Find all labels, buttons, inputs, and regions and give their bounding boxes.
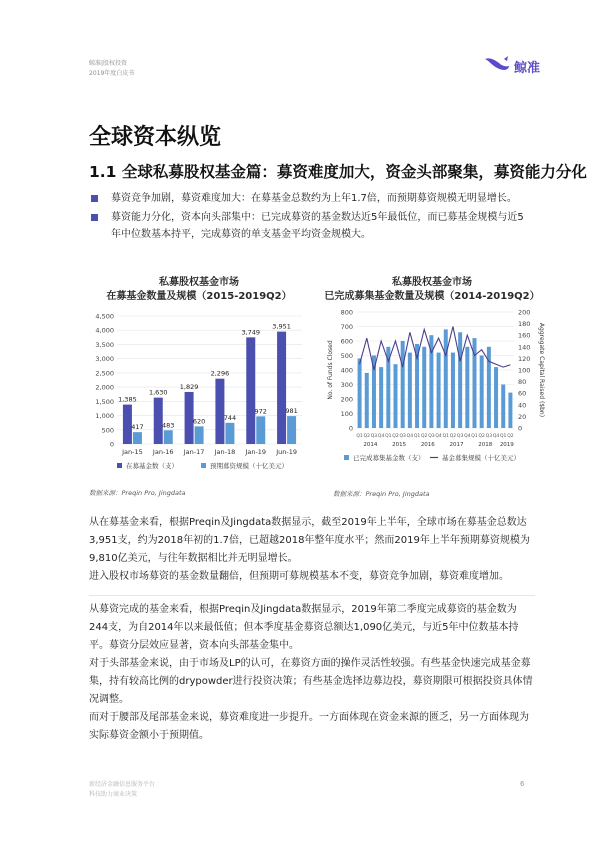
data-label: 1,385 bbox=[118, 395, 137, 404]
bar-funds-count bbox=[277, 332, 286, 444]
bar-funds-closed bbox=[458, 332, 462, 428]
y-right-tick-label: 20 bbox=[518, 412, 527, 421]
bullet-square-icon bbox=[91, 214, 98, 221]
y-right-axis-label: Aggregate Capital Raised ($bn) bbox=[538, 322, 545, 418]
x-quarter-label: Q4 bbox=[377, 434, 385, 439]
data-label: 3,749 bbox=[241, 328, 261, 337]
data-label: 417 bbox=[131, 423, 144, 432]
brand-logo bbox=[484, 55, 540, 77]
bar-funds-count bbox=[215, 379, 224, 444]
chart-title bbox=[322, 276, 542, 304]
key-point bbox=[89, 190, 529, 207]
x-quarter-label: Q3 bbox=[399, 434, 406, 439]
bar-funds-count bbox=[246, 337, 255, 444]
x-year-label: 2014 bbox=[363, 442, 378, 448]
y-tick-label: 2,000 bbox=[95, 383, 114, 392]
bar-funds-closed bbox=[480, 356, 484, 429]
x-quarter-label: Q3 bbox=[370, 434, 378, 439]
data-label: 483 bbox=[162, 421, 175, 430]
page-title: 全球资本纵览 bbox=[89, 125, 222, 150]
body-paragraph: 对于头部基金来说，由于市场及LP的认可，在募资方面的操作灵活性较强。有些基金快速完成基金募集，持有较高比例的drypowder进行投资决策；有些基金选择边募边投，募资期限可根据投资具体情况调整。 bbox=[89, 658, 533, 705]
y-right-tick-label: 100 bbox=[518, 366, 531, 375]
x-quarter-label: Q2 bbox=[421, 434, 428, 439]
y-right-tick-label: 80 bbox=[518, 378, 527, 387]
bar-funds-closed bbox=[379, 367, 383, 428]
x-quarter-label: Q1 bbox=[356, 434, 363, 439]
x-year-label: 2018 bbox=[478, 442, 493, 448]
y-right-tick-label: 0 bbox=[518, 424, 523, 433]
body-paragraph: 进入股权市场募资的基金数量翻倍，但预期可募规模基本不变，募资竞争加剧，募资难度增加。 bbox=[89, 571, 509, 582]
y-right-tick-label: 160 bbox=[518, 331, 531, 340]
section-title: 1.1 全球私募股权基金篇：募资难度加大，资金头部聚集，募资能力分化 bbox=[89, 163, 587, 181]
bar-funds-closed bbox=[494, 367, 498, 428]
y-tick-label: 1,500 bbox=[95, 397, 114, 406]
chart-funds-closed bbox=[322, 276, 542, 304]
x-year-label: 2019 bbox=[499, 442, 514, 448]
chart-source: 数据来源：Preqin Pro, Jingdata bbox=[333, 490, 430, 498]
chart-title-line2: 在募基金数量及规模（2015-2019Q2） bbox=[106, 291, 292, 302]
page-number: 6 bbox=[520, 780, 525, 788]
chart-title-line1: 私募股权基金市场 bbox=[392, 277, 472, 288]
legend-swatch bbox=[117, 463, 122, 468]
key-point-text: 募资竞争加剧，募资难度加大：在募基金总数约为上年1.7倍，而预期募资规模无明显增长。 bbox=[111, 193, 517, 204]
data-label: 620 bbox=[192, 417, 206, 426]
x-year-label: 2016 bbox=[420, 442, 435, 448]
x-tick-label: Jan-16 bbox=[152, 448, 174, 456]
bar-funds-closed bbox=[508, 393, 512, 428]
bar-funds-closed bbox=[358, 358, 362, 428]
data-label: 972 bbox=[254, 407, 267, 416]
x-year-label: 2017 bbox=[449, 442, 464, 448]
y-right-tick-label: 200 bbox=[518, 308, 531, 317]
bar-expected-size bbox=[225, 423, 234, 444]
data-label: 3,951 bbox=[272, 322, 291, 331]
header-report-line: 2019年度白皮书 bbox=[89, 70, 135, 77]
chart-title bbox=[89, 276, 309, 304]
y-left-tick-label: 600 bbox=[340, 337, 353, 346]
legend-label: 已完成募集基金数（支） bbox=[353, 454, 425, 462]
y-left-axis-label: No. of Funds Closed bbox=[327, 340, 334, 400]
footer-line2: 科技助力商业决策 bbox=[89, 791, 138, 798]
bar-expected-size bbox=[256, 416, 265, 444]
bar-expected-size bbox=[287, 416, 296, 444]
y-left-tick-label: 500 bbox=[340, 352, 353, 360]
data-label: 1,829 bbox=[179, 382, 199, 391]
bar-expected-size bbox=[164, 430, 173, 444]
x-tick-label: Jun-19 bbox=[276, 448, 297, 456]
y-left-tick-label: 100 bbox=[340, 410, 353, 418]
x-quarter-label: Q1 bbox=[385, 434, 392, 439]
data-label: 744 bbox=[223, 413, 237, 422]
y-right-tick-label: 60 bbox=[518, 389, 527, 398]
bar-funds-closed bbox=[422, 347, 426, 428]
bullet-square-icon bbox=[91, 195, 98, 202]
bar-expected-size bbox=[133, 432, 142, 444]
y-left-tick-label: 400 bbox=[340, 366, 353, 375]
x-tick-label: Jan-18 bbox=[214, 448, 236, 456]
y-left-tick-label: 300 bbox=[340, 381, 353, 389]
x-quarter-label: Q2 bbox=[507, 434, 514, 439]
legend-swatch bbox=[201, 463, 206, 468]
section-divider bbox=[89, 595, 535, 596]
bar-expected-size bbox=[195, 426, 204, 444]
x-quarter-label: Q2 bbox=[363, 434, 370, 439]
y-right-tick-label: 140 bbox=[518, 343, 531, 352]
y-right-tick-label: 120 bbox=[518, 354, 531, 363]
bar-funds-closed bbox=[394, 364, 398, 428]
bar-chart-funds-raising bbox=[89, 310, 309, 480]
bar-funds-closed bbox=[437, 353, 441, 428]
document-footer bbox=[89, 780, 155, 800]
document-header bbox=[89, 59, 134, 79]
bar-funds-closed bbox=[408, 353, 412, 428]
body-section-funds-raising bbox=[89, 514, 535, 586]
x-quarter-label: Q4 bbox=[492, 434, 500, 439]
chart-source: 数据来源：Preqin Pro, Jingdata bbox=[89, 489, 186, 497]
x-quarter-label: Q1 bbox=[413, 434, 421, 439]
y-tick-label: 3,500 bbox=[95, 340, 114, 349]
x-quarter-label: Q4 bbox=[464, 434, 471, 439]
x-year-label: 2015 bbox=[392, 442, 407, 448]
legend-label: 预期募资规模（十亿美元） bbox=[210, 462, 288, 470]
body-paragraph: 从募资完成的基金来看，根据Preqin及Jingdata数据显示，2019年第二季度完成募资的基金数为244支，为自2014年以来最低值；但本季度基金募资总额达1,090亿美元，与近5年中位数基本持平。募资分层效应显著，资本向头部基金集中。 bbox=[89, 604, 519, 651]
chart-title-line1: 私募股权基金市场 bbox=[159, 277, 239, 288]
x-quarter-label: Q1 bbox=[471, 434, 478, 439]
x-quarter-label: Q1 bbox=[442, 434, 449, 439]
y-tick-label: 4,000 bbox=[95, 326, 114, 335]
data-label: 981 bbox=[285, 407, 298, 416]
x-quarter-label: Q2 bbox=[449, 434, 457, 439]
legend-swatch bbox=[344, 455, 349, 460]
y-tick-label: 4,500 bbox=[95, 312, 114, 321]
x-tick-label: Jan-17 bbox=[183, 448, 205, 456]
footer-line1: 新经济金融信息服务平台 bbox=[89, 781, 156, 788]
data-label: 2,296 bbox=[210, 369, 230, 378]
bar-funds-closed bbox=[501, 385, 505, 429]
data-label: 1,630 bbox=[148, 388, 168, 397]
x-quarter-label: Q4 bbox=[435, 434, 442, 439]
logo-text: 鲸准 bbox=[514, 60, 541, 76]
key-point bbox=[89, 209, 529, 243]
x-tick-label: Jan-19 bbox=[245, 448, 267, 456]
y-left-tick-label: 200 bbox=[340, 395, 353, 404]
key-points-list bbox=[89, 190, 529, 245]
y-tick-label: 500 bbox=[101, 426, 114, 435]
y-tick-label: 3,000 bbox=[95, 355, 114, 364]
bar-funds-closed bbox=[444, 329, 448, 428]
legend-label: 在募基金数（支） bbox=[126, 462, 178, 470]
y-left-tick-label: 700 bbox=[340, 323, 353, 331]
x-quarter-label: Q4 bbox=[406, 434, 414, 439]
y-left-tick-label: 0 bbox=[348, 424, 353, 433]
y-right-tick-label: 180 bbox=[518, 320, 531, 329]
chart-funds-raising bbox=[89, 276, 309, 304]
key-point-text: 募资能力分化，资本向头部集中：已完成募资的基金数达近5年最低位，而已募基金规模与近5年中位数基本持平，完成募资的单支基金平均资金规模大。 bbox=[111, 212, 524, 240]
y-left-tick-label: 800 bbox=[340, 308, 353, 317]
x-quarter-label: Q2 bbox=[392, 434, 399, 439]
body-section-funds-closed bbox=[89, 601, 535, 745]
body-paragraph: 而对于腰部及尾部基金来说，募资难度进一步提升。一方面体现在资金来源的匮乏，另一方面体现为实际募资金额小于预期值。 bbox=[89, 712, 529, 741]
combo-chart-funds-closed bbox=[322, 306, 547, 476]
x-quarter-label: Q3 bbox=[428, 434, 435, 439]
body-paragraph: 从在募基金来看，根据Preqin及Jingdata数据显示，截至2019年上半年，全球市场在募基金总数达3,951支，约为2018年初的1.7倍，已超越2018年整年度水平；然而2019年上半年预期募资规模为9,810亿美元，与往年数据相比并无明显增长。 bbox=[89, 517, 530, 564]
bar-funds-closed bbox=[401, 341, 405, 428]
header-brand-line: 鲸准|股权投资 bbox=[89, 60, 128, 67]
bar-funds-closed bbox=[465, 347, 469, 428]
legend-label: 基金募集规模（十亿美元） bbox=[442, 454, 520, 462]
y-tick-label: 0 bbox=[109, 440, 114, 449]
x-quarter-label: Q3 bbox=[485, 434, 493, 439]
y-right-tick-label: 40 bbox=[518, 401, 527, 410]
x-tick-label: Jan-15 bbox=[122, 448, 143, 456]
chart-title-line2: 已完成募集基金数量及规模（2014-2019Q2） bbox=[324, 291, 540, 302]
bar-funds-closed bbox=[451, 353, 455, 428]
x-quarter-label: Q2 bbox=[478, 434, 485, 439]
x-quarter-label: Q3 bbox=[456, 434, 464, 439]
y-tick-label: 1,000 bbox=[95, 412, 114, 421]
x-quarter-label: Q1 bbox=[500, 434, 507, 439]
bar-funds-closed bbox=[365, 373, 369, 428]
y-tick-label: 2,500 bbox=[95, 369, 114, 378]
whale-logo-icon bbox=[484, 55, 510, 77]
